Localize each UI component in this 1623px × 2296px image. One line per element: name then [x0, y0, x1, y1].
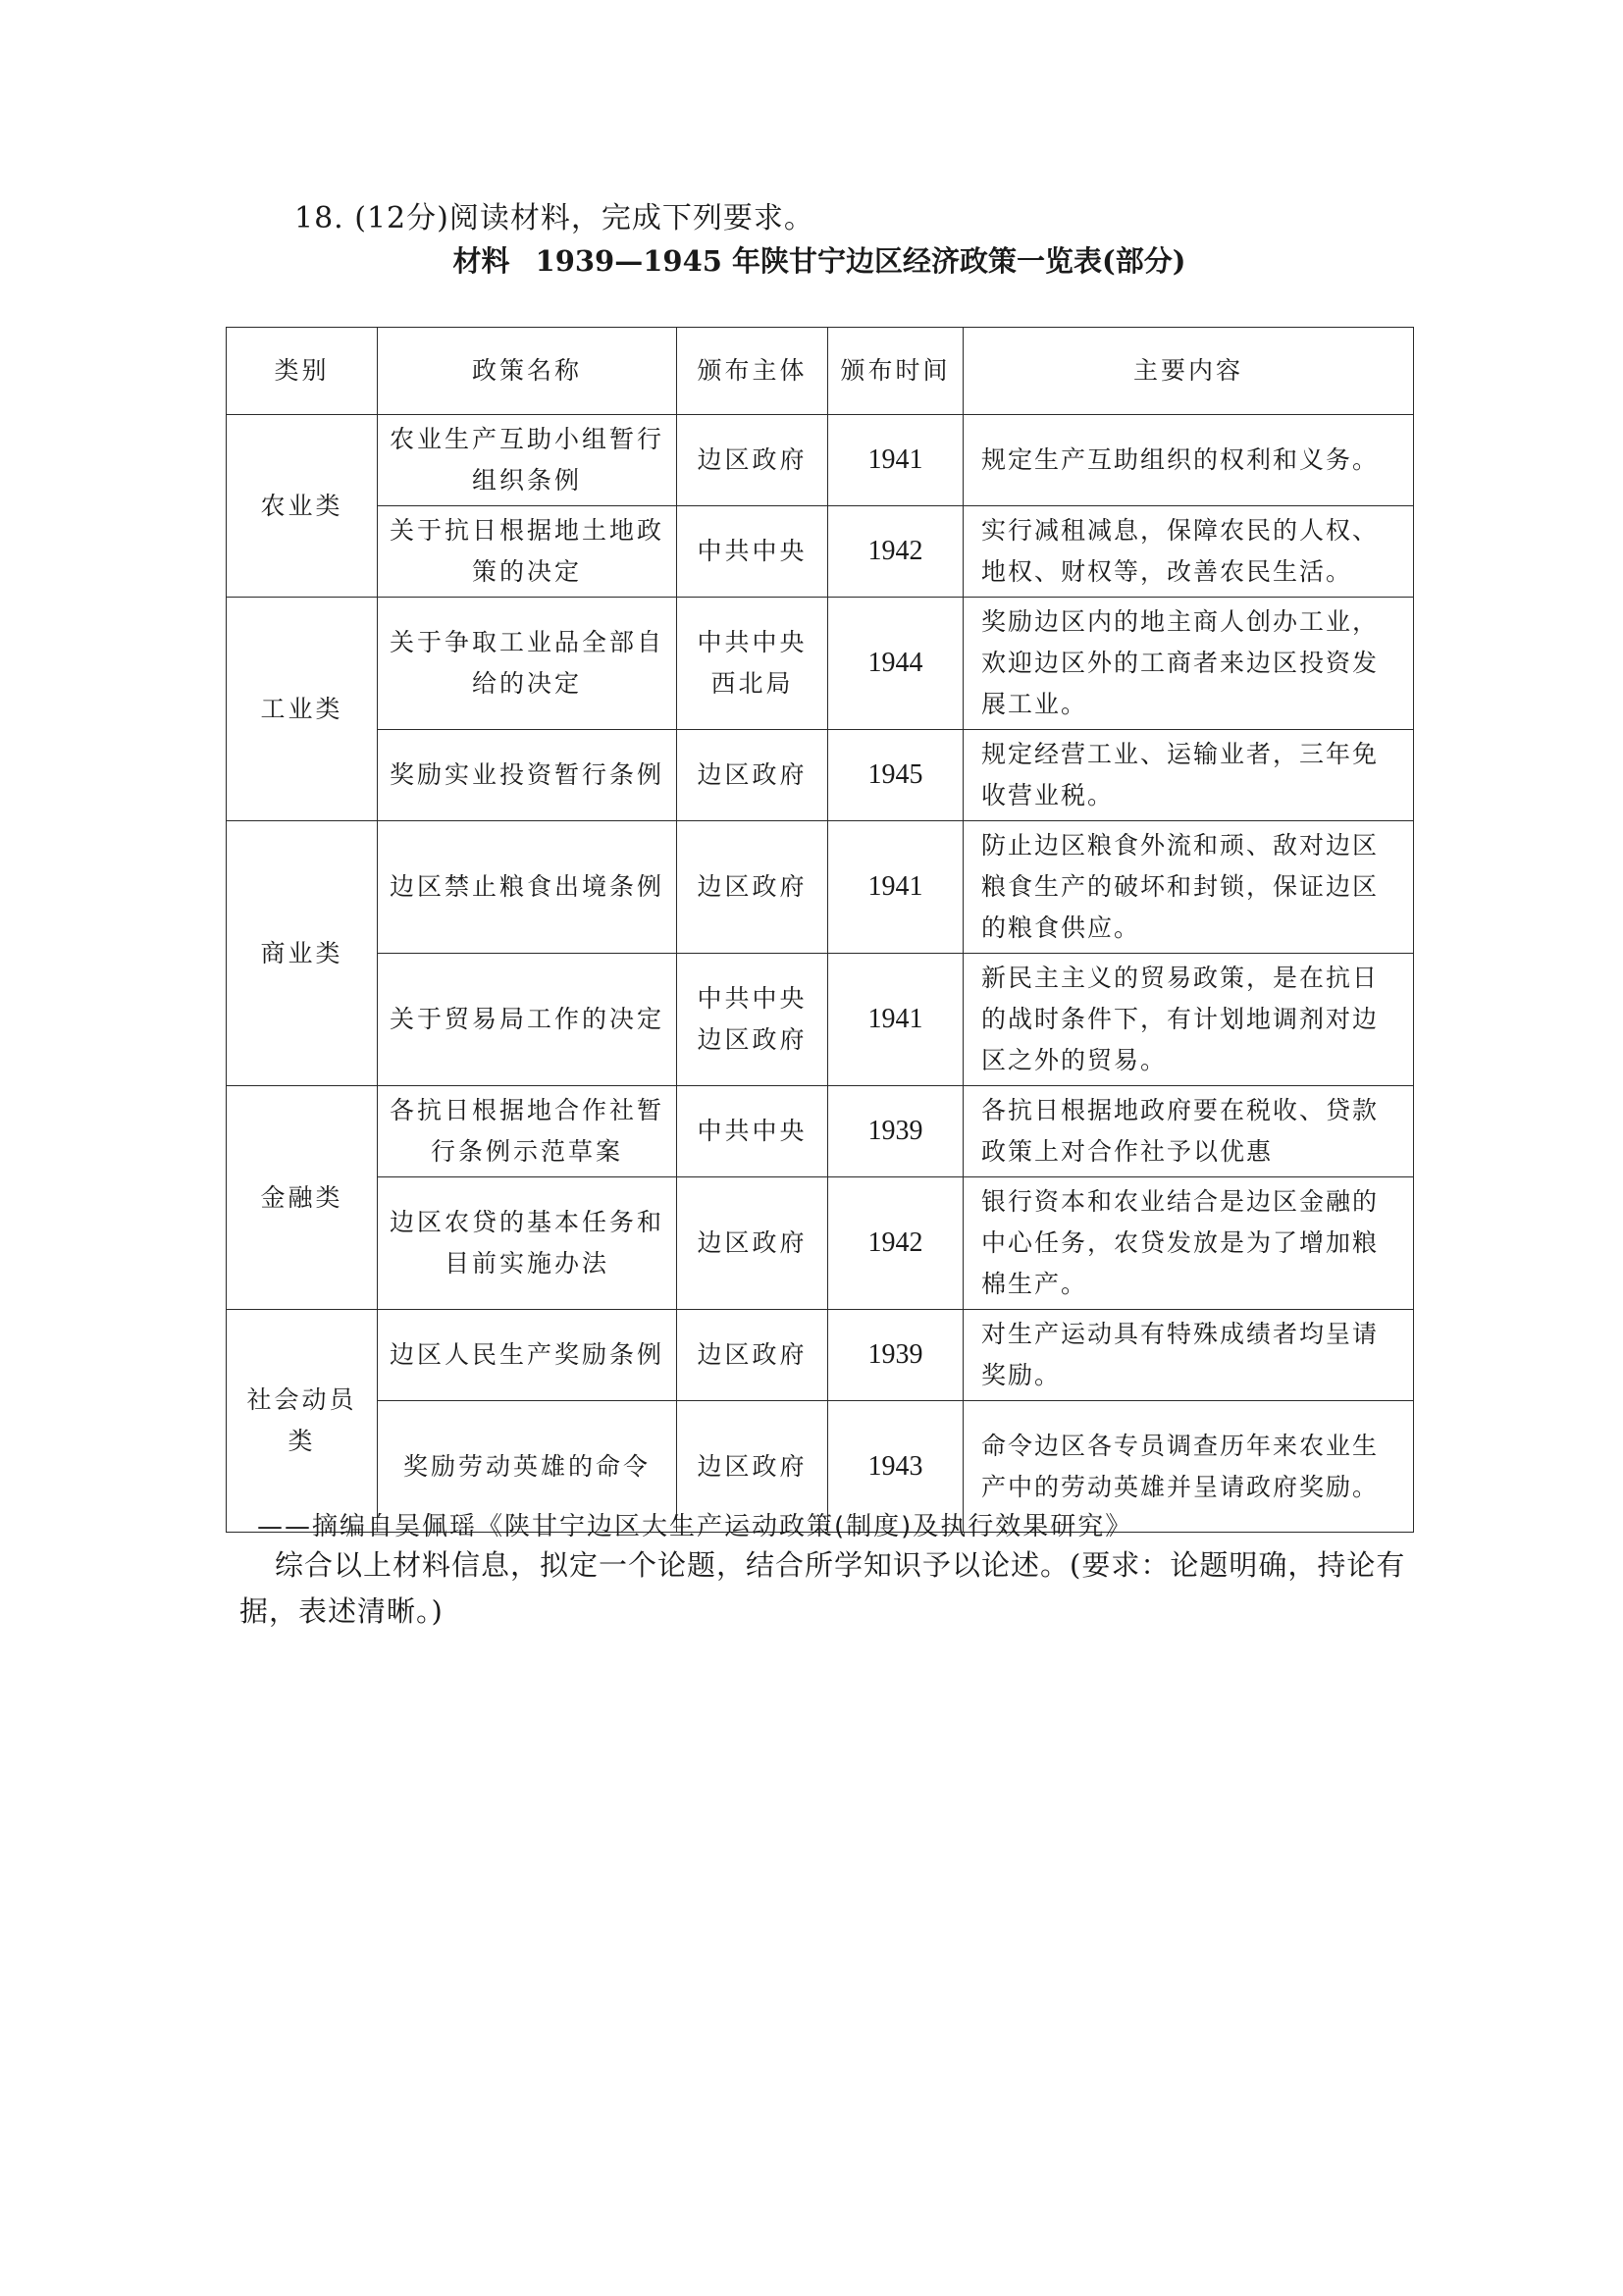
year-cell: 1944: [828, 598, 964, 730]
table-row: [227, 1086, 1414, 1177]
content-cell: 防止边区粮食外流和顽、敌对边区粮食生产的破坏和封锁，保证边区的粮食供应。: [964, 821, 1414, 954]
policy-name-cell: 边区人民生产奖励条例: [378, 1310, 677, 1401]
category-cell: 工业类: [227, 598, 378, 821]
table-row: [227, 1310, 1414, 1401]
issuer-cell: 中共中央: [677, 1086, 828, 1177]
policy-name-cell: 关于贸易局工作的决定: [378, 954, 677, 1086]
issuer-cell: 边区政府: [677, 1177, 828, 1310]
table-row: [227, 821, 1414, 954]
material-title: 1939—1945 年陕甘宁边区经济政策一览表(部分): [535, 244, 1186, 278]
category-cell: 金融类: [227, 1086, 378, 1310]
policy-name-cell: 边区禁止粮食出境条例: [378, 821, 677, 954]
policy-name-cell: 边区农贷的基本任务和目前实施办法: [378, 1177, 677, 1310]
header-policy-name: 政策名称: [378, 328, 677, 415]
policy-name-cell: 奖励实业投资暂行条例: [378, 730, 677, 821]
table-row: [227, 506, 1414, 598]
policy-name-cell: 农业生产互助小组暂行组织条例: [378, 415, 677, 506]
table-row: [227, 730, 1414, 821]
material-label: 材料: [452, 244, 510, 278]
table-row: [227, 415, 1414, 506]
table-header-row: [227, 328, 1414, 415]
issuer-cell: 边区政府: [677, 821, 828, 954]
issuer-cell: 中共中央边区政府: [677, 954, 828, 1086]
content-cell: 新民主主义的贸易政策，是在抗日的战时条件下，有计划地调剂对边区之外的贸易。: [964, 954, 1414, 1086]
table-row: [227, 598, 1414, 730]
year-cell: 1942: [828, 1177, 964, 1310]
issuer-cell: 中共中央西北局: [677, 598, 828, 730]
header-content: 主要内容: [964, 328, 1414, 415]
header-category: 类别: [227, 328, 378, 415]
year-cell: 1943: [828, 1401, 964, 1533]
source-citation: ——摘编自吴佩瑶《陕甘宁边区大生产运动政策(制度)及执行效果研究》: [257, 1512, 1133, 1541]
task-instruction: 综合以上材料信息，拟定一个论题，结合所学知识予以论述。(要求：论题明确，持论有据，表述清晰。): [239, 1548, 1406, 1628]
issuer-cell: 中共中央: [677, 506, 828, 598]
category-cell: 社会动员类: [227, 1310, 378, 1533]
policy-name-cell: 关于争取工业品全部自给的决定: [378, 598, 677, 730]
content-cell: 命令边区各专员调查历年来农业生产中的劳动英雄并呈请政府奖励。: [964, 1401, 1414, 1533]
year-cell: 1941: [828, 821, 964, 954]
year-cell: 1942: [828, 506, 964, 598]
issuer-cell: 边区政府: [677, 1310, 828, 1401]
issuer-cell: 边区政府: [677, 415, 828, 506]
content-cell: 奖励边区内的地主商人创办工业，欢迎边区外的工商者来边区投资发展工业。: [964, 598, 1414, 730]
policy-name-cell: 各抗日根据地合作社暂行条例示范草案: [378, 1086, 677, 1177]
category-cell: 农业类: [227, 415, 378, 598]
table-row: [227, 1177, 1414, 1310]
content-cell: 规定生产互助组织的权利和义务。: [964, 415, 1414, 506]
header-issuer: 颁布主体: [677, 328, 828, 415]
material-caption: [226, 241, 1413, 281]
year-cell: 1941: [828, 954, 964, 1086]
issuer-cell: 边区政府: [677, 1401, 828, 1533]
year-cell: 1941: [828, 415, 964, 506]
issuer-cell: 边区政府: [677, 730, 828, 821]
table-row: [227, 954, 1414, 1086]
policy-table: [226, 327, 1414, 1533]
year-cell: 1939: [828, 1086, 964, 1177]
policy-name-cell: 关于抗日根据地土地政策的决定: [378, 506, 677, 598]
content-cell: 对生产运动具有特殊成绩者均呈请奖励。: [964, 1310, 1414, 1401]
year-cell: 1939: [828, 1310, 964, 1401]
content-cell: 银行资本和农业结合是边区金融的中心任务，农贷发放是为了增加粮棉生产。: [964, 1177, 1414, 1310]
content-cell: 各抗日根据地政府要在税收、贷款政策上对合作社予以优惠: [964, 1086, 1414, 1177]
header-year: 颁布时间: [828, 328, 964, 415]
content-cell: 实行减租减息，保障农民的人权、地权、财权等，改善农民生活。: [964, 506, 1414, 598]
category-cell: 商业类: [227, 821, 378, 1086]
year-cell: 1945: [828, 730, 964, 821]
policy-name-cell: 奖励劳动英雄的命令: [378, 1401, 677, 1533]
content-cell: 规定经营工业、运输业者，三年免收营业税。: [964, 730, 1414, 821]
question-stem: 18. (12分)阅读材料，完成下列要求。: [294, 201, 814, 235]
